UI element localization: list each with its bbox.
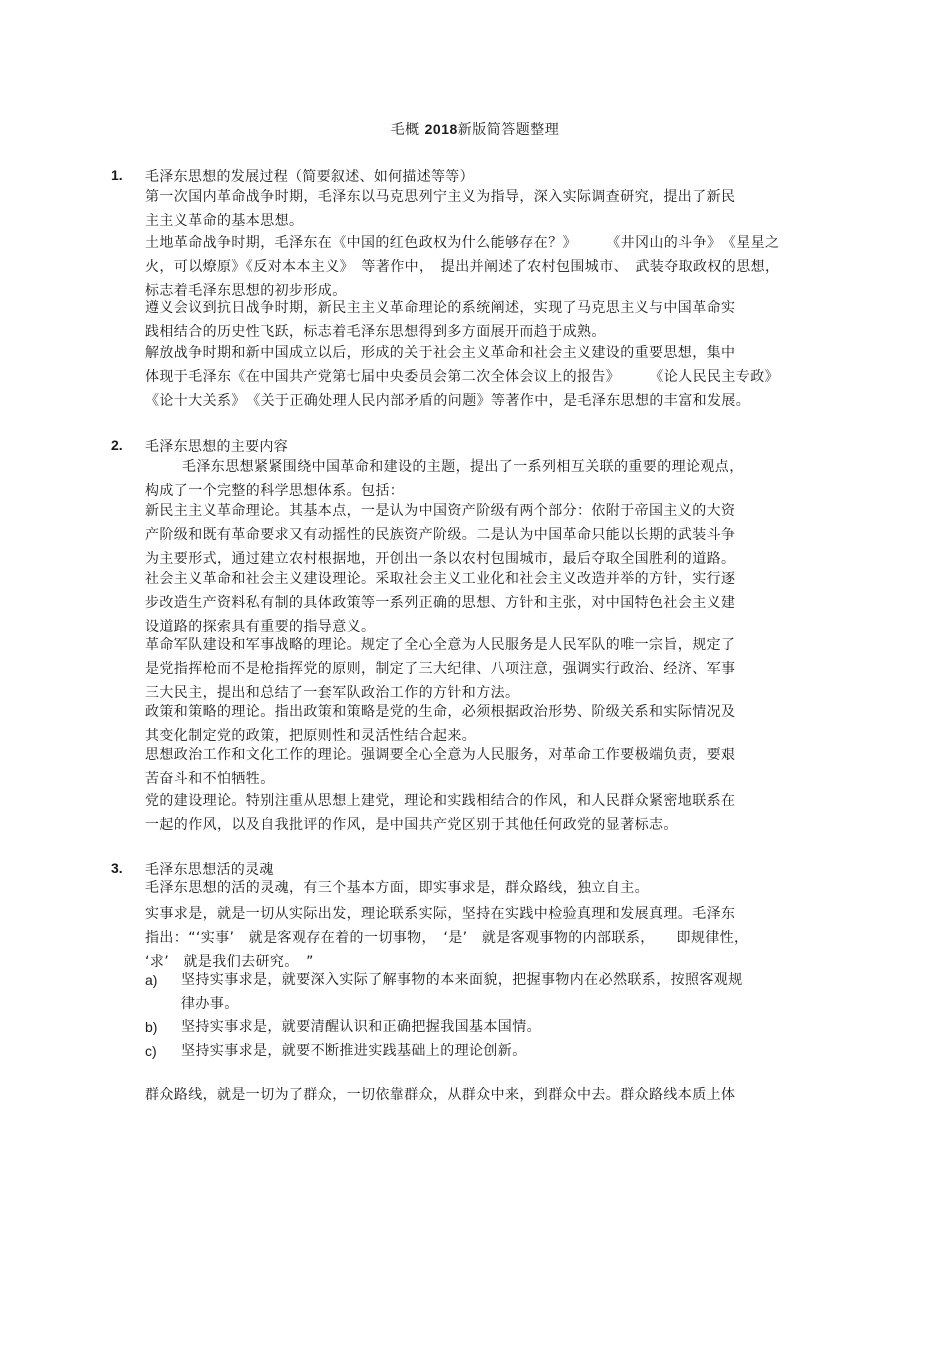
section-1-paragraph: [145, 231, 835, 303]
section-3-paragraph: [145, 902, 835, 974]
section-2-paragraph: [145, 789, 835, 837]
text-line: 指出：“‘实事’ 就是客观存在着的一切事物， ‘是’ 就是客观事物的内部联系， 即规律性，: [145, 930, 749, 946]
text-line: 思想政治工作和文化工作的理论。强调要全心全意为人民服务，对革命工作要极端负责，要艰: [145, 747, 736, 763]
text-line: 产阶级和既有革命要求又有动摇性的民族资产阶级。二是认为中国革命只能以长期的武装斗争: [145, 527, 736, 543]
list-marker: c): [145, 1043, 157, 1059]
text-line: 律办事。: [181, 996, 239, 1012]
section-2-paragraph: [145, 567, 835, 639]
section-2-paragraph: [145, 633, 835, 705]
section-3-heading: 毛泽东思想活的灵魂: [145, 862, 274, 878]
section-2-heading: 毛泽东思想的主要内容: [145, 439, 288, 455]
text-line: 土地革命战争时期，毛泽东在《中国的红色政权为什么能够存在？》 《井冈山的斗争》 《星星之: [145, 235, 780, 251]
title-suffix: 新版简答题整理: [457, 122, 560, 138]
text-line: 革命军队建设和军事战略的理论。规定了全心全意为人民服务是人民军队的唯一宗旨，规定了: [145, 637, 736, 653]
text-line: 坚持实事求是，就要不断推进实践基础上的理论创新。: [181, 1043, 527, 1059]
list-item: [181, 1015, 781, 1039]
section-3-paragraph: [145, 1083, 835, 1107]
section-1-heading: 毛泽东思想的发展过程（简要叙述、如何描述等等）: [145, 169, 474, 185]
text-line: 群众路线，就是一切为了群众，一切依靠群众，从群众中来，到群众中去。群众路线本质上体: [145, 1087, 736, 1103]
text-line: 社会主义革命和社会主义建设理论。采取社会主义工业化和社会主义改造并举的方针，实行逐: [145, 571, 736, 587]
list-item: [181, 1039, 781, 1063]
text-line: 党的建设理论。特别注重从思想上建党，理论和实践相结合的作风，和人民群众紧密地联系在: [145, 793, 736, 809]
section-2-paragraph: [145, 743, 835, 791]
text-line: 体现于毛泽东《在中国共产党第七届中央委员会第二次全体会议上的报告》 《论人民民主专政》: [145, 369, 779, 385]
section-1-paragraph: [145, 341, 835, 413]
text-line: 遵义会议到抗日战争时期，新民主主义革命理论的系统阐述，实现了马克思主义与中国革命实: [145, 300, 736, 316]
section-3-number: 3.: [111, 860, 123, 876]
text-line: 政策和策略的理论。指出政策和策略是党的生命，必须根据政治形势、阶级关系和实际情况及: [145, 704, 736, 720]
list-marker: a): [145, 972, 158, 988]
section-1-paragraph: [145, 296, 835, 344]
list-marker: b): [145, 1019, 158, 1035]
text-line: 第一次国内革命战争时期，毛泽东以马克思列宁主义为指导，深入实际调查研究，提出了新民: [145, 189, 736, 205]
section-2-intro: [145, 455, 835, 503]
text-line: 实事求是，就是一切从实际出发，理论联系实际，坚持在实践中检验真理和发展真理。毛泽东: [145, 906, 736, 922]
text-line: 苦奋斗和不怕牺牲。: [145, 771, 275, 787]
text-line: 坚持实事求是，就要清醒认识和正确把握我国基本国情。: [181, 1019, 541, 1035]
text-line: 解放战争时期和新中国成立以后，形成的关于社会主义革命和社会主义建设的重要思想，集中: [145, 345, 736, 361]
text-line: 坚持实事求是，就要深入实际了解事物的本来面貌，把握事物内在必然联系，按照客观规: [181, 972, 743, 988]
section-1-number: 1.: [111, 167, 123, 183]
section-2-number: 2.: [111, 437, 123, 453]
text-line: 其变化制定党的政策，把原则性和灵活性结合起来。: [145, 728, 477, 744]
text-line: 为主要形式，通过建立农村根据地，开创出一条以农村包围城市，最后夺取全国胜利的道路。: [145, 551, 736, 567]
text-line: 践相结合的历史性飞跃，标志着毛泽东思想得到多方面展开而趋于成熟。: [145, 324, 606, 340]
section-2-paragraph: [145, 499, 835, 571]
text-line: 是党指挥枪而不是枪指挥党的原则，制定了三大纪律、八项注意，强调实行政治、经济、军事: [145, 661, 736, 677]
text-line: 设道路的探索具有重要的指导意义。: [145, 619, 376, 635]
section-1-paragraph: [145, 185, 835, 233]
page-title: [0, 119, 950, 139]
title-prefix: 毛概: [390, 122, 420, 138]
text-line: 毛泽东思想的活的灵魂，有三个基本方面，即实事求是，群众路线，独立自主。: [145, 880, 649, 896]
text-line: 构成了一个完整的科学思想体系。包括：: [145, 483, 405, 499]
section-2-paragraph: [145, 700, 835, 748]
list-item: [181, 968, 781, 1016]
text-line: 步改造生产资料私有制的具体政策等一系列正确的思想、方针和主张，对中国特色社会主义建: [145, 595, 736, 611]
text-line: 毛泽东思想紧紧围绕中国革命和建设的主题，提出了一系列相互关联的重要的理论观点，: [182, 459, 744, 475]
text-line: 一起的作风，以及自我批评的作风，是中国共产党区别于其他任何政党的显著标志。: [145, 817, 678, 833]
text-line: ‘求’ 就是我们去研究。 ”: [145, 954, 314, 970]
text-line: 火，可以燎原》《反对本本主义》 等著作中， 提出并阐述了农村包围城市、 武装夺取政权的思想，: [145, 259, 780, 275]
text-line: 主主义革命的基本思想。: [145, 213, 304, 229]
text-line: 新民主主义革命理论。其基本点，一是认为中国资产阶级有两个部分：依附于帝国主义的大资: [145, 503, 736, 519]
section-3-intro: [145, 876, 835, 900]
text-line: 三大民主，提出和总结了一套军队政治工作的方针和方法。: [145, 685, 520, 701]
text-line: 标志着毛泽东思想的初步形成。: [145, 283, 347, 299]
title-year: 2018: [424, 121, 458, 137]
text-line: 《论十大关系》 《关于正确处理人民内部矛盾的问题》等著作中，是毛泽东思想的丰富和发展。: [145, 393, 751, 409]
